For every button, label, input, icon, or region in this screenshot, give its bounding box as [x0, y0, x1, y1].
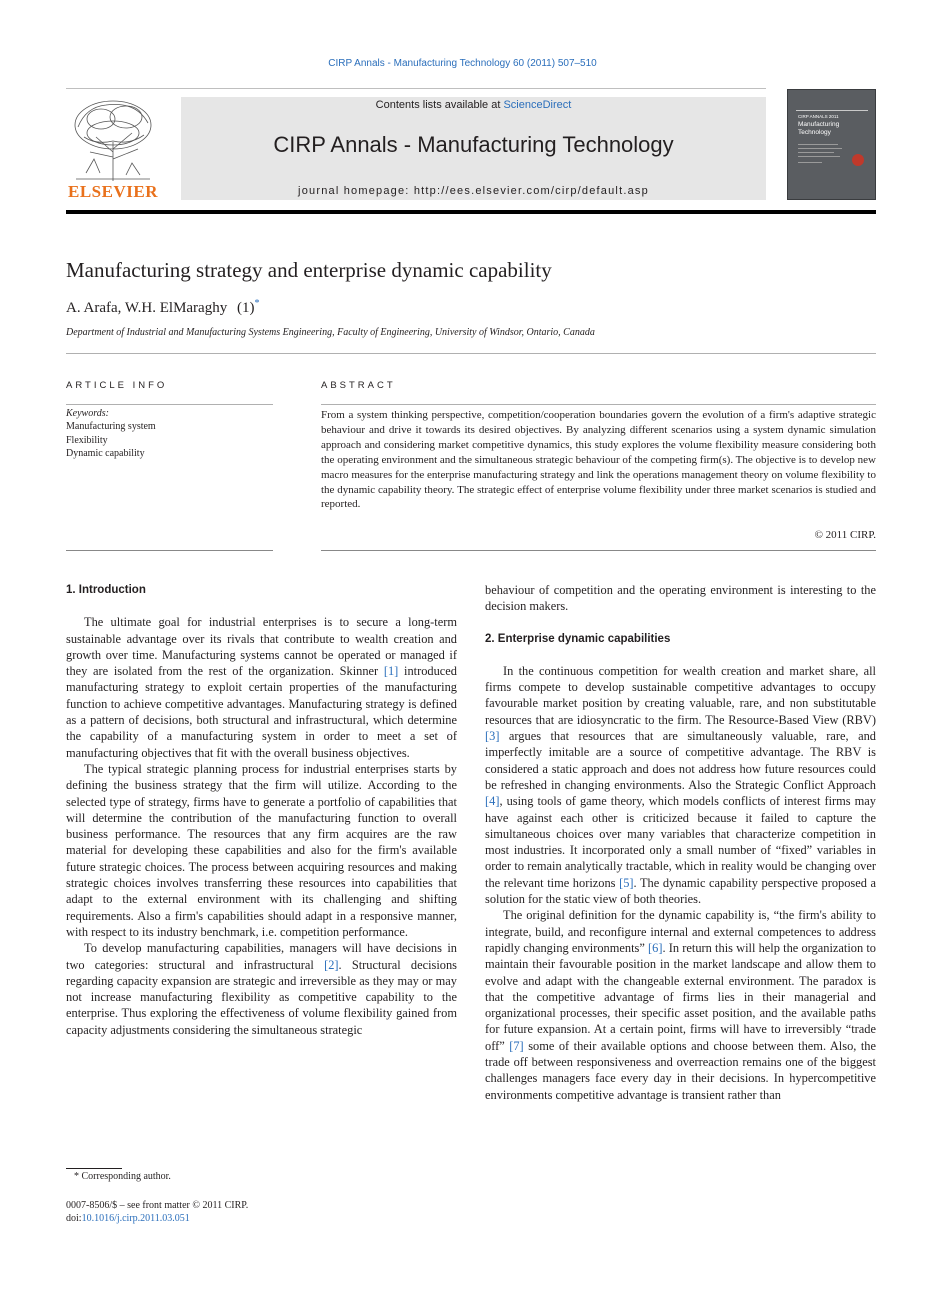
contents-line: [181, 99, 766, 111]
paragraph-text: some of their available options and choose between them. Also, the trade off between responsiveness and overreaction remains one of the biggest challenges managers face every day in their decisions. In hypercompetitive environments competitive advantage is transient rather than: [485, 1038, 876, 1102]
paragraph: [485, 907, 876, 1103]
affiliation: Department of Industrial and Manufacturing Systems Engineering, Faculty of Engineering, University of Windsor, Ontario, Canada: [66, 327, 595, 338]
sciencedirect-link[interactable]: ScienceDirect: [503, 99, 572, 111]
paragraph-text: argues that resources that are simultaneously valuable, rare, and imperfectly imitable are a source of competitive advantage. The RBV is considered a static approach and does not address how future resources could be refreshed in changing environments. Also the Strategic Conflict Approach: [485, 729, 876, 792]
homepage-url-link[interactable]: http://ees.elsevier.com/cirp/default.asp: [413, 185, 649, 197]
paragraph: The typical strategic planning process for industrial enterprises starts by defining the business strategy that the firm will utilize. According to the selected type of strategy, firms have to generate a portfolio of capabilities that will determine the contribution of the manufacturing function to overall business performance. The resources that any firm acquires are the raw material for developing these capabilities and also for the firm's available future strategic choices. The process between acquiring resources and making strategic choices involves transferring these resources into capabilities that adapt to the external environment with its challenging and shifting requirements. Also a firm's capabilities should adapt in a responsive manner, with respect to its industry benchmark, i.e. competition performance.: [66, 761, 457, 939]
doi-link[interactable]: 10.1016/j.cirp.2011.03.051: [81, 1213, 190, 1224]
abstract-bottom-rule: [321, 550, 876, 551]
paragraph-text: , using tools of game theory, which models conflicts of interest firms may have against each other is criticized because it failed to capture the simultaneous choices over many variables that characterize competition in most industries. It incorporated only a small number of “fixed” variables in order to remain analytically tractable, which in reality would be changing over the relevant time horizons: [485, 794, 876, 890]
article-info-heading: ARTICLE INFO: [66, 380, 168, 391]
reference-link[interactable]: [4]: [485, 794, 500, 809]
keyword-item: Flexibility: [66, 434, 108, 446]
doi-line: [66, 1213, 190, 1224]
journal-cover-thumbnail[interactable]: [787, 89, 876, 200]
cover-line-1: CIRP ANNALS 2011: [798, 114, 839, 119]
reference-link[interactable]: [5]: [619, 875, 634, 890]
abstract-text: From a system thinking perspective, competition/cooperation boundaries govern the evolution of a firm's adaptive strategic behaviour and drive it towards its desired objectives. By analyzing different scenarios using a system dynamic simulation approach and considering market competitive dynamics, this study explores the volume flexibility measure considering both the operating environment and the simultaneous strategic behaviour of the competing firm(s). The objective is to develop new macro measures for the enterprise manufacturing strategy and link the operations management theory on volume flexibility to the dynamic capability theory. The strategic effect of enterprise volume flexibility under three market scenarios is studied and reported.: [321, 409, 876, 511]
doi-prefix: doi:: [66, 1213, 82, 1224]
journal-homepage: [181, 185, 766, 197]
reference-link[interactable]: [2]: [324, 957, 339, 972]
paragraph-text: The ultimate goal for industrial enterprises is to secure a long-term sustainable advantage over its rivals that contribute to wealth creation and growth over time. Manufacturing systems cannot be operated or managed if they are isolated from the rest of the organization. Skinner: [66, 615, 457, 679]
abstract-copyright: © 2011 CIRP.: [814, 529, 876, 541]
journal-title: CIRP Annals - Manufacturing Technology: [273, 132, 674, 157]
paragraph: [66, 614, 457, 761]
keywords-label: Keywords:: [66, 408, 109, 419]
reference-link[interactable]: [3]: [485, 729, 500, 744]
authors: A. Arafa, W.H. ElMaraghy: [66, 300, 228, 316]
footnote-mark: *: [74, 1171, 79, 1182]
article-info-rule: [66, 404, 273, 405]
keyword-item: Manufacturing system: [66, 421, 156, 433]
footnote-text: Corresponding author.: [81, 1171, 171, 1182]
reference-link[interactable]: [6]: [648, 940, 663, 955]
paragraph-text: introduced manufacturing strategy to exploit certain properties of the manufacturing function to achieve competitive advantages. Manufacturing strategy is defined as a pattern of decisions, both structural and infrastructural, which determine the capability of a manufacturing system in order to meet a set of manufacturing objectives that fit with the overall business objectives.: [66, 664, 457, 760]
paragraph: [485, 663, 876, 907]
keyword-item: Dynamic capability: [66, 447, 145, 459]
corresponding-author-mark[interactable]: *: [254, 298, 260, 309]
article-title: Manufacturing strategy and enterprise dynamic capability: [66, 258, 552, 282]
title-rule: [66, 353, 876, 354]
homepage-prefix: journal homepage:: [298, 185, 414, 197]
section-heading-dynamic-capabilities: 2. Enterprise dynamic capabilities: [485, 632, 671, 645]
left-column: [66, 582, 457, 1038]
reference-link[interactable]: [7]: [509, 1038, 524, 1053]
paragraph-text: In the continuous competition for wealth creation and market share, all firms compete to develop sustainable competitive advantages to occupy favourable market position by creating valuable, rare, and non substitutable resources that are idiosyncratic to the firm. The Resource-Based View (RBV): [485, 663, 876, 727]
footnote-rule: [66, 1168, 122, 1169]
paragraph: [66, 940, 457, 1038]
abstract-heading: ABSTRACT: [321, 380, 396, 391]
paragraph-text: . The dynamic capability perspective proposed a solution for the static view of both theories.: [485, 875, 876, 907]
paragraph-text: . Structural decisions regarding capacity expansion are strategic and irreversible as they may or may not increase manufacturing flexibility as competitive capability to the enterprise. Thus exploring the effectiveness of volume flexibility gained from capacity adjustments considering the simultaneous strategic: [66, 957, 457, 1037]
paragraph-text: . In return this will help the organization to maintain their favourable position in the market landscape and allow them to evolve and adapt with the changeable external environment. The paradox is that the competitive advantage of firms lies in their managerial and organizational processes, their specific asset position, and the available paths for future expansion. At a certain point, firms will have to irreversibly “trade off”: [485, 940, 876, 1053]
header-thick-rule: [66, 210, 876, 214]
reference-link[interactable]: [1]: [383, 664, 399, 679]
publisher-name: ELSEVIER: [68, 182, 158, 201]
cover-line-2: Manufacturing: [798, 121, 840, 128]
right-column: [485, 582, 876, 1103]
keywords-block: [66, 407, 156, 460]
contents-prefix: Contents lists available at: [375, 99, 504, 111]
author-line: [66, 298, 259, 317]
paragraph: behaviour of competition and the operating environment is interesting to the decision makers.: [485, 583, 876, 614]
abstract-rule: [321, 404, 876, 405]
paragraph-text: The original definition for the dynamic capability is, “the firm's ability to integrate, build, and reconfigure internal and external competences to address rapidly changing environments”: [485, 908, 876, 955]
issn-line: 0007-8506/$ – see front matter © 2011 CIRP.: [66, 1200, 249, 1211]
journal-reference[interactable]: CIRP Annals - Manufacturing Technology 60 (2011) 507–510: [328, 58, 597, 69]
cover-emblem-icon: [852, 154, 864, 166]
footnote: [74, 1171, 171, 1182]
article-info-bottom-rule: [66, 550, 273, 551]
header-top-rule: [66, 88, 766, 89]
paragraph-text: To develop manufacturing capabilities, managers will have decisions in two categories: structural and infrastructural: [66, 941, 457, 972]
author-note: (1): [236, 300, 255, 316]
section-heading-introduction: 1. Introduction: [66, 584, 146, 596]
cover-line-3: Technology: [798, 129, 831, 136]
